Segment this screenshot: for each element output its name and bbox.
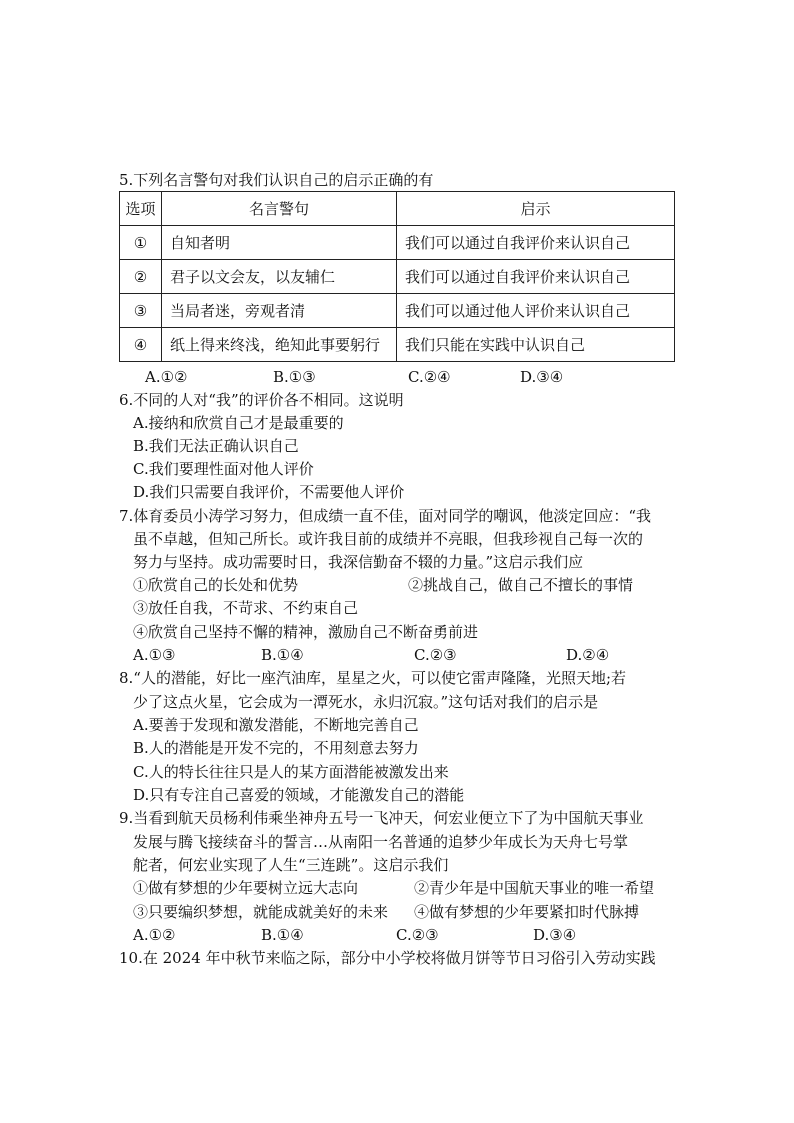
table-cell: 我们可以通过自我评价来认识自己 [397, 226, 675, 260]
table-cell: 我们只能在实践中认识自己 [397, 328, 675, 362]
q7-choice-3: ③放任自我，不苛求、不约束自己 [133, 599, 359, 617]
q7-stem-line: 7.体育委员小涛学习努力，但成绩一直不佳，面对同学的嘲讽，他淡定回应：“我 [119, 507, 651, 525]
q6-option-b: B.我们无法正确认识自己 [133, 437, 299, 455]
q6-option-c: C.我们要理性面对他人评价 [133, 460, 314, 478]
q5-table [119, 191, 675, 362]
table-row [120, 328, 675, 362]
q7-option-a: A.①③ [133, 646, 176, 664]
q9-option-a: A.①② [133, 926, 176, 944]
q5-option-b: B.①③ [273, 368, 316, 386]
q8-option-a: A.要善于发现和激发潜能，不断地完善自己 [133, 716, 419, 734]
table-cell: ① [120, 226, 162, 260]
q10-stem: 10.在 2024 年中秋节来临之际，部分中小学校将做月饼等节日习俗引入劳动实践 [119, 949, 656, 967]
table-cell: 当局者迷，旁观者清 [162, 294, 397, 328]
q9-stem-line: 发展与腾飞接续奋斗的誓言…从南阳一名普通的追梦少年成长为天舟七号掌 [133, 833, 629, 851]
q7-option-d: D.②④ [566, 646, 610, 664]
q9-choice-4: ④做有梦想的少年要紧扣时代脉搏 [414, 903, 640, 921]
table-row [120, 226, 675, 260]
table-cell: 我们可以通过他人评价来认识自己 [397, 294, 675, 328]
q7-choice-2: ②挑战自己，做自己不擅长的事情 [408, 576, 634, 594]
q5-option-d: D.③④ [520, 368, 564, 386]
table-cell: ② [120, 260, 162, 294]
q5-option-a: A.①② [145, 368, 188, 386]
q9-option-d: D.③④ [533, 926, 577, 944]
q9-option-c: C.②③ [396, 926, 439, 944]
table-header-cell: 名言警句 [162, 192, 397, 226]
q6-option-d: D.我们只需要自我评价，不需要他人评价 [133, 483, 405, 501]
q7-option-b: B.①④ [261, 646, 304, 664]
table-cell: 君子以文会友，以友辅仁 [162, 260, 397, 294]
table-header-cell: 启示 [397, 192, 675, 226]
q9-choice-3: ③只要编织梦想，就能成就美好的未来 [133, 903, 389, 921]
table-cell: 自知者明 [162, 226, 397, 260]
q5-stem: 5.下列名言警句对我们认识自己的启示正确的有 [119, 171, 434, 189]
q8-option-c: C.人的特长往往只是人的某方面潜能被激发出来 [133, 763, 449, 781]
q7-stem-line: 努力与坚持。成功需要时日，我深信勤奋不辍的力量。”这启示我们应 [133, 553, 584, 571]
table-row [120, 260, 675, 294]
q9-stem-line: 舵者，何宏业实现了人生“三连跳”。这启示我们 [133, 856, 449, 874]
table-header-cell: 选项 [120, 192, 162, 226]
table-row [120, 294, 675, 328]
q9-choice-2: ②青少年是中国航天事业的唯一希望 [414, 879, 655, 897]
table-cell: ④ [120, 328, 162, 362]
q7-choice-1: ①欣赏自己的长处和优势 [133, 576, 299, 594]
q7-choice-4: ④欣赏自己坚持不懈的精神，激励自己不断奋勇前进 [133, 623, 479, 641]
q8-stem-line: 少了这点火星，它会成为一潭死水，永归沉寂。”这句话对我们的启示是 [133, 693, 599, 711]
q7-stem-line: 虽不卓越，但知己所长。或许我目前的成绩并不亮眼，但我珍视自己每一次的 [133, 530, 644, 548]
table-cell: 纸上得来终浅，绝知此事要躬行 [162, 328, 397, 362]
q8-stem-line: 8.“人的潜能，好比一座汽油库，星星之火，可以使它雷声隆隆，光照天地;若 [119, 669, 627, 687]
table-cell: ③ [120, 294, 162, 328]
table-header-row [120, 192, 675, 226]
q5-option-c: C.②④ [408, 368, 451, 386]
q6-option-a: A.接纳和欣赏自己才是最重要的 [133, 414, 344, 432]
q8-option-b: B.人的潜能是开发不完的，不用刻意去努力 [133, 739, 419, 757]
q8-option-d: D.只有专注自己喜爱的领域，才能激发自己的潜能 [133, 786, 465, 804]
q9-option-b: B.①④ [261, 926, 304, 944]
table-cell: 我们可以通过自我评价来认识自己 [397, 260, 675, 294]
q9-stem-line: 9.当看到航天员杨利伟乘坐神舟五号一飞冲天，何宏业便立下了为中国航天事业 [119, 809, 644, 827]
q9-choice-1: ①做有梦想的少年要树立远大志向 [133, 879, 359, 897]
q7-option-c: C.②③ [414, 646, 457, 664]
q6-stem: 6.不同的人对“我”的评价各不相同。这说明 [119, 391, 404, 409]
